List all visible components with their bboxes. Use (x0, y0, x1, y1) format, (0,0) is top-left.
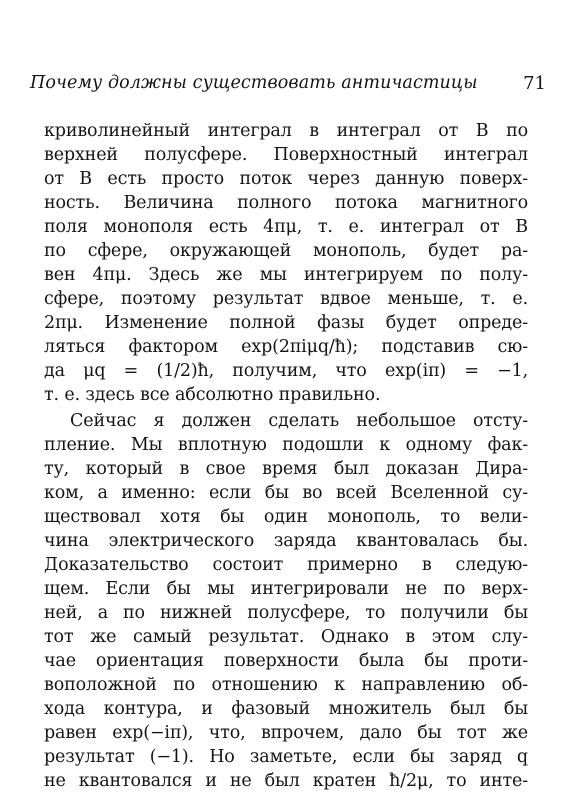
text-line: ность. Величина полного потока магнитного (44, 193, 528, 213)
text-line: хода контура, и фазовый множитель был бы (44, 699, 528, 719)
text-line: по сфере, окружающей монополь, будет ра- (44, 241, 528, 261)
page-number: 71 (523, 73, 546, 94)
text-line: воположной по отношению к направлению об- (44, 675, 528, 695)
text-line: щем. Если бы мы интегрировали не по верх- (44, 579, 528, 599)
text-line: пление. Мы вплотную подошли к одному фак- (44, 435, 528, 455)
text-line: ту, который в свое время был доказан Дира- (44, 459, 528, 479)
running-head (30, 73, 546, 99)
text-line: т. е. здесь все абсолютно правильно. (44, 385, 381, 405)
text-line: ком, а именно: если бы во всей Вселенной су- (44, 483, 528, 503)
text-line: чина электрического заряда квантовалась бы. (44, 531, 528, 551)
text-line: верхней полусфере. Поверхностный интеграл (44, 145, 528, 165)
text-line: не квантовался и не был кратен ħ/2μ, то инте- (44, 771, 528, 791)
text-line: ней, а по нижней полусфере, то получили бы (44, 603, 528, 623)
text-line: криволинейный интеграл в интеграл от B по (44, 121, 528, 141)
text-line: 2πμ. Изменение полной фазы будет опреде- (44, 313, 528, 333)
text-line: результат (−1). Но заметьте, если бы заряд q (44, 747, 528, 767)
text-line: ществовал хотя бы один монополь, то вели- (44, 507, 528, 527)
text-line: тот же самый результат. Однако в этом слу- (44, 627, 528, 647)
text-line: ляться фактором exp(2πiμq/ħ); подставив сю- (44, 337, 528, 357)
running-title: Почему должны существовать античастицы (30, 73, 478, 93)
text-line: Доказательство состоит примерно в следую- (44, 555, 528, 575)
text-line: чае ориентация поверхности была бы проти- (44, 651, 528, 671)
text-line: вен 4πμ. Здесь же мы интегрируем по полу- (44, 265, 528, 285)
text-line: сфере, поэтому результат вдвое меньше, т. е. (44, 289, 528, 309)
text-line: от B есть просто поток через данную поверх- (44, 169, 528, 189)
text-line: да μq = (1/2)ħ, получим, что exp(iπ) = −1, (44, 361, 528, 381)
text-line: Сейчас я должен сделать небольшое отсту- (70, 411, 528, 431)
text-line: поля монополя есть 4πμ, т. е. интеграл от B (44, 217, 528, 237)
text-line: равен exp(−iπ), что, впрочем, дало бы тот же (44, 723, 528, 743)
